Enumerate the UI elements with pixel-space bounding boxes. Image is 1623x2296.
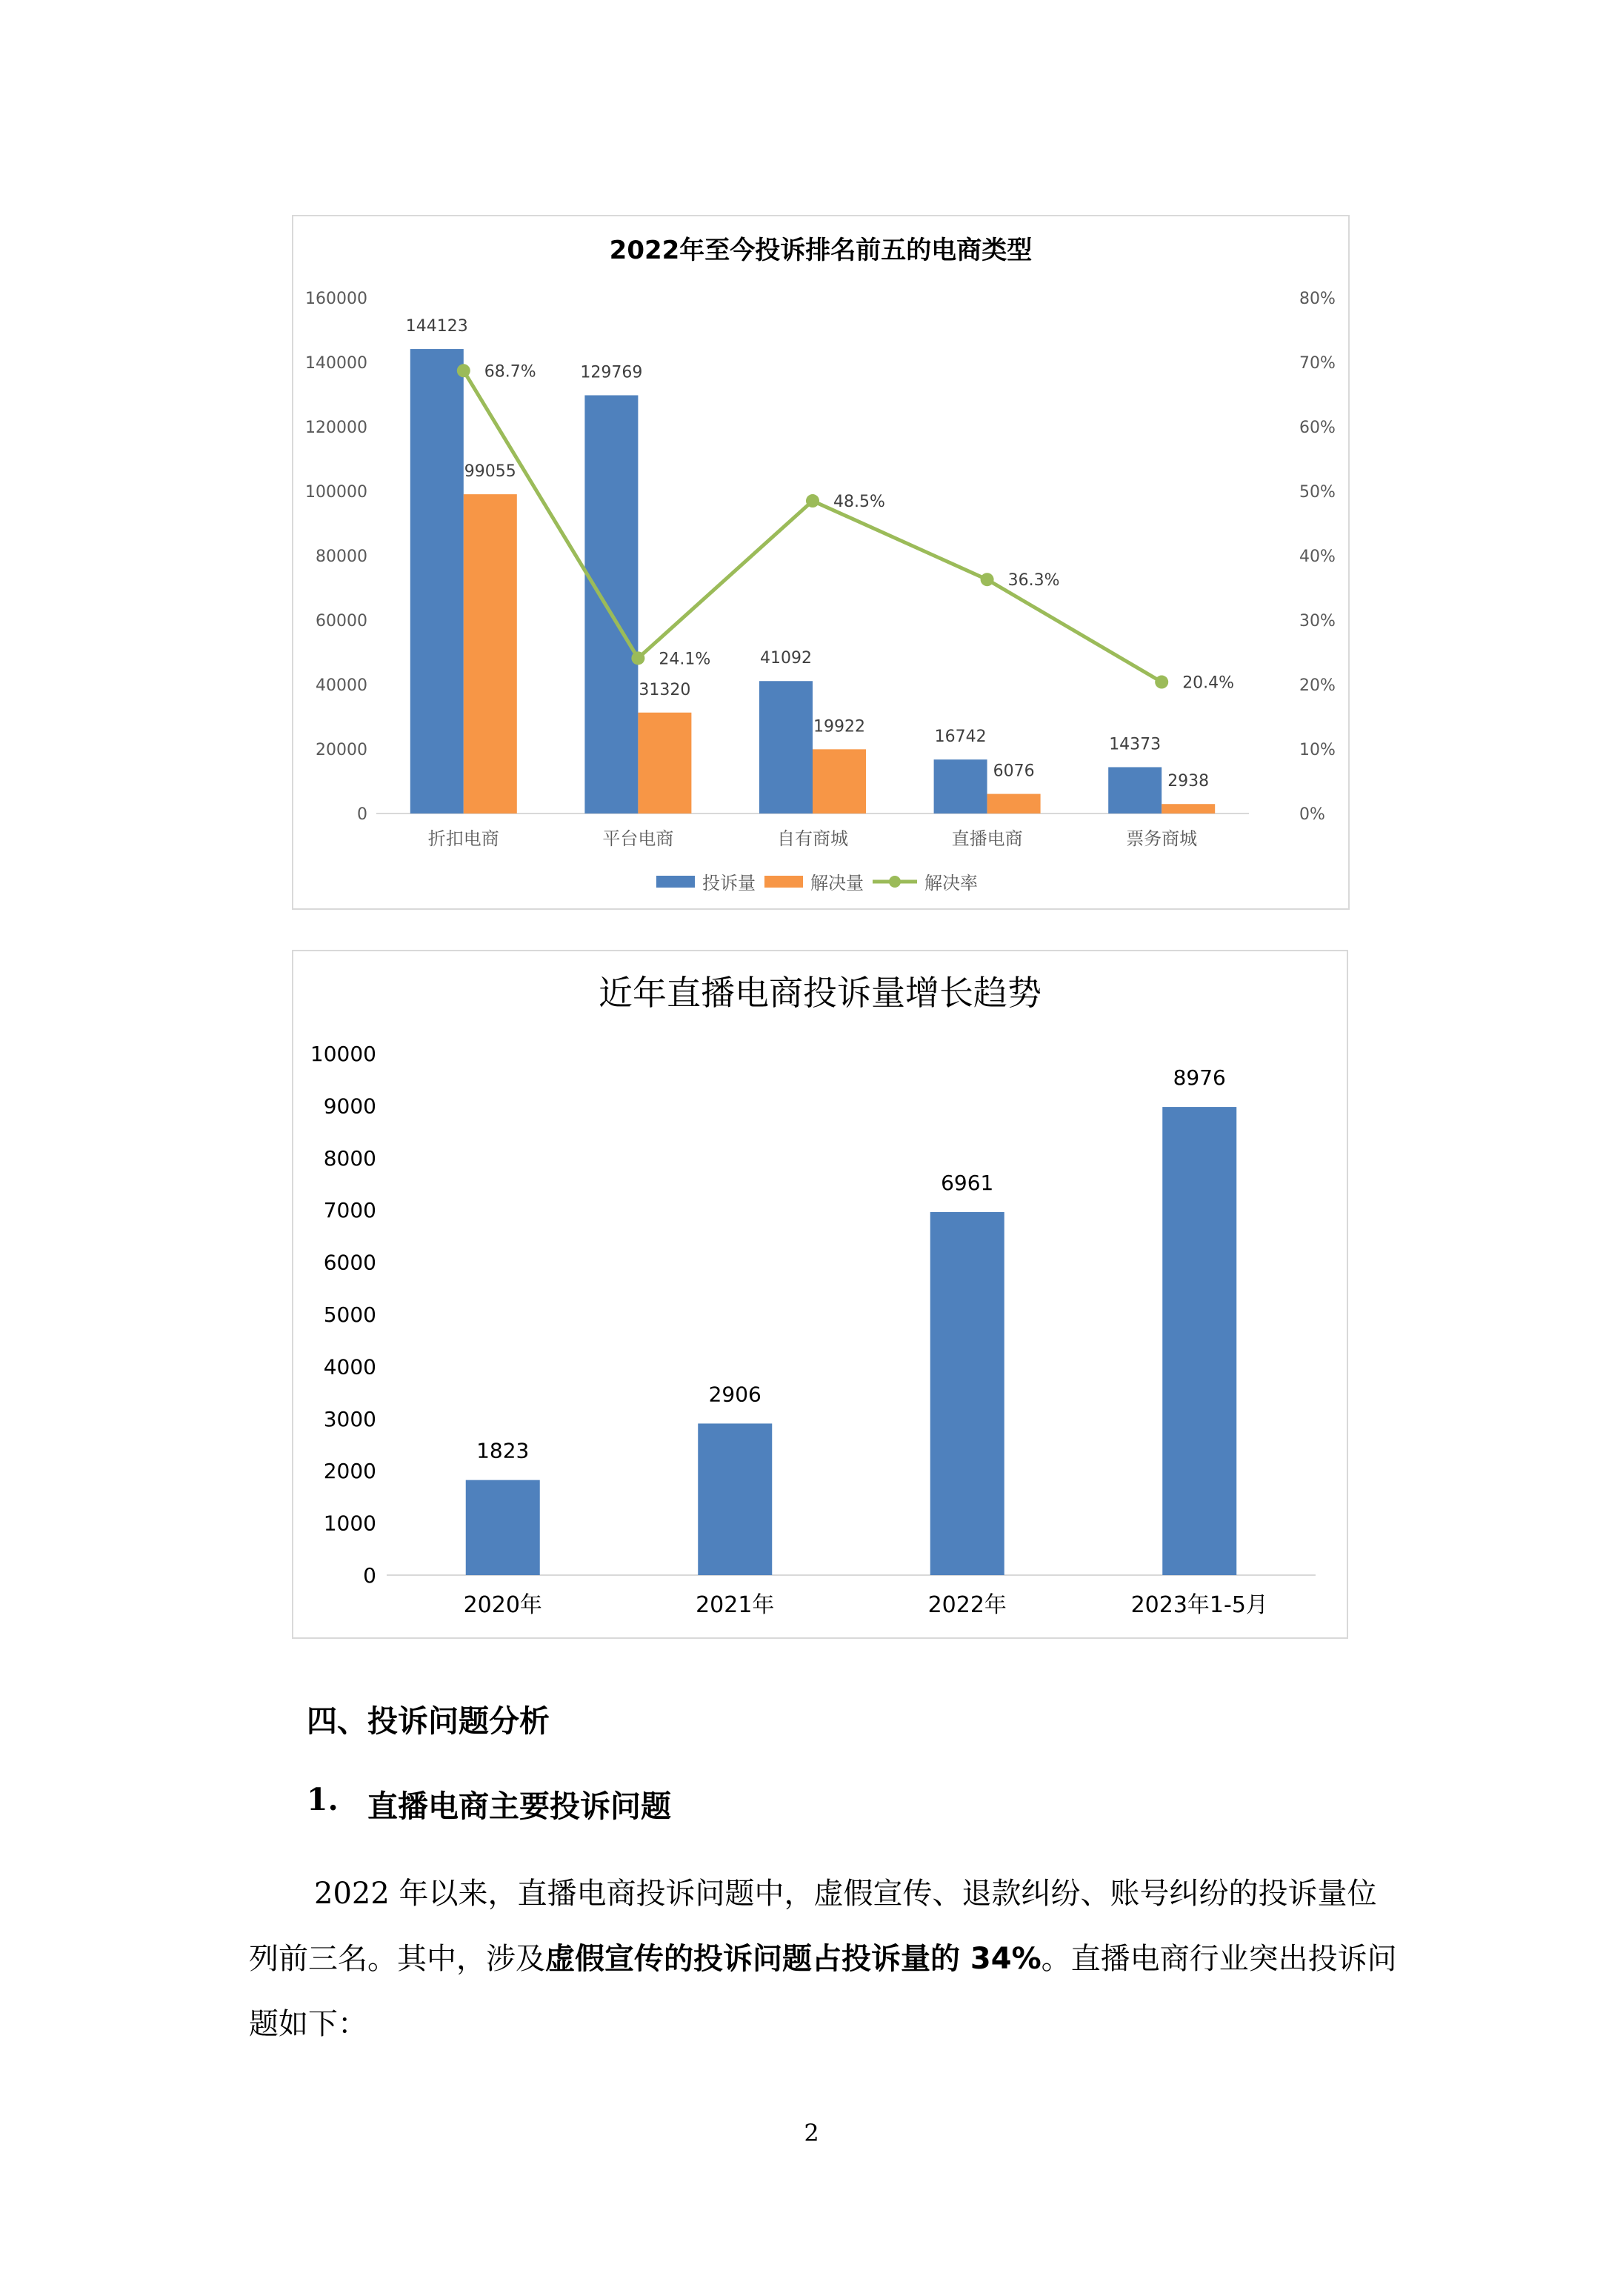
chart-complaints-top5 <box>292 215 1350 910</box>
legend-label: 投诉量 <box>702 873 756 894</box>
chart2-plot <box>293 951 1350 1640</box>
bar-value-label: 19922 <box>813 717 865 736</box>
bar-complaints <box>584 396 638 813</box>
y-right-tick-label: 10% <box>1299 741 1336 759</box>
bar-value-label: 31320 <box>639 680 691 699</box>
chart-livestream-trend <box>292 950 1348 1639</box>
y-tick-label: 5000 <box>323 1302 376 1327</box>
x-category-label: 直播电商 <box>951 828 1023 849</box>
bar-complaints <box>934 759 987 813</box>
y-left-tick-label: 60000 <box>316 612 367 630</box>
y-right-tick-label: 0% <box>1299 805 1325 824</box>
y-left-tick-label: 140000 <box>305 354 367 373</box>
legend-swatch <box>764 876 803 888</box>
y-left-tick-label: 0 <box>357 805 367 824</box>
y-right-tick-label: 80% <box>1299 290 1336 308</box>
paragraph-text-1: 2022 年以来，直播电商投诉问题中，虚假宣传、退款纠纷、账号纠纷的投诉量位列前三名。其中，涉及 <box>249 1877 1377 1976</box>
bar-complaints <box>410 349 464 813</box>
y-left-tick-label: 120000 <box>305 419 367 437</box>
paragraph-emphasis: 虚假宣传的投诉问题占投诉量的 34% <box>545 1942 1042 1976</box>
bar-value-label: 8976 <box>1173 1065 1226 1091</box>
section-title: 四、投诉问题分析 <box>307 1703 550 1739</box>
x-category-label: 2023年1-5月 <box>1130 1592 1268 1618</box>
bar-complaints <box>1108 767 1162 813</box>
y-tick-label: 1000 <box>323 1511 376 1536</box>
resolution-rate-label: 20.4% <box>1182 673 1235 693</box>
bar-complaints <box>1162 1107 1236 1575</box>
y-right-tick-label: 70% <box>1299 354 1336 373</box>
subsection-title: 直播电商主要投诉问题 <box>367 1788 671 1824</box>
y-right-tick-label: 50% <box>1299 483 1336 502</box>
y-right-tick-label: 40% <box>1299 548 1336 566</box>
y-tick-label: 7000 <box>323 1198 376 1223</box>
bar-resolved <box>638 713 691 813</box>
bar-value-label: 144123 <box>405 317 468 336</box>
bar-value-label: 41092 <box>760 649 812 668</box>
x-category-label: 2020年 <box>463 1592 542 1618</box>
bar-resolved <box>813 749 866 813</box>
page-number: 2 <box>804 2119 819 2147</box>
legend-swatch <box>656 876 695 888</box>
bar-resolved <box>1162 804 1215 813</box>
y-left-tick-label: 80000 <box>316 548 367 566</box>
bar-complaints <box>930 1212 1004 1575</box>
bar-value-label: 2906 <box>708 1382 761 1407</box>
x-category-label: 2022年 <box>927 1592 1007 1618</box>
resolution-rate-label: 24.1% <box>659 650 711 669</box>
x-category-label: 平台电商 <box>602 828 674 849</box>
bar-value-label: 2938 <box>1167 772 1210 791</box>
y-right-tick-label: 20% <box>1299 676 1336 695</box>
x-category-label: 2021年 <box>696 1592 775 1618</box>
resolution-rate-label: 68.7% <box>484 362 536 382</box>
bar-complaints <box>698 1423 772 1575</box>
resolution-rate-point <box>981 573 994 586</box>
y-left-tick-label: 40000 <box>316 676 367 695</box>
bar-complaints <box>759 681 813 813</box>
y-right-tick-label: 30% <box>1299 612 1336 630</box>
bar-resolved <box>987 794 1041 813</box>
resolution-rate-point <box>457 364 470 377</box>
chart1-title: 2022年至今投诉排名前五的电商类型 <box>609 236 1033 265</box>
bar-complaints <box>466 1480 540 1575</box>
y-tick-label: 4000 <box>323 1354 376 1380</box>
bar-value-label: 6076 <box>993 762 1035 781</box>
resolution-rate-label: 36.3% <box>1007 571 1060 590</box>
y-tick-label: 2000 <box>323 1459 376 1484</box>
chart1-plot <box>293 216 1351 911</box>
y-tick-label: 8000 <box>323 1145 376 1171</box>
x-category-label: 票务商城 <box>1126 828 1198 849</box>
y-right-tick-label: 60% <box>1299 419 1336 437</box>
legend-label: 解决率 <box>924 873 978 894</box>
bar-value-label: 99055 <box>464 462 516 482</box>
resolution-rate-point <box>806 494 819 508</box>
body-paragraph <box>249 1861 1397 2057</box>
y-tick-label: 9000 <box>323 1094 376 1119</box>
resolution-rate-point <box>1155 676 1168 689</box>
y-left-tick-label: 100000 <box>305 483 367 502</box>
bar-value-label: 14373 <box>1109 735 1162 754</box>
bar-value-label: 1823 <box>476 1438 530 1463</box>
y-tick-label: 6000 <box>323 1250 376 1275</box>
y-left-tick-label: 20000 <box>316 741 367 759</box>
paragraph-text-2: 。直播电商行业突出投诉问题如下： <box>249 1942 1397 2041</box>
x-category-label: 折扣电商 <box>427 828 499 849</box>
y-tick-label: 10000 <box>310 1042 376 1066</box>
y-tick-label: 3000 <box>323 1406 376 1431</box>
subsection-number: 1. <box>307 1782 339 1817</box>
resolution-rate-line <box>464 370 1162 682</box>
bar-resolved <box>464 494 517 813</box>
legend-swatch-point <box>889 876 901 888</box>
bar-value-label: 129769 <box>580 363 643 382</box>
resolution-rate-point <box>631 651 644 665</box>
bar-value-label: 6961 <box>941 1170 994 1195</box>
legend-label: 解决量 <box>810 873 864 894</box>
y-left-tick-label: 160000 <box>305 290 367 308</box>
y-tick-label: 0 <box>363 1563 376 1588</box>
resolution-rate-label: 48.5% <box>833 493 885 512</box>
x-category-label: 自有商城 <box>777 828 848 849</box>
bar-value-label: 16742 <box>934 728 987 747</box>
chart2-title: 近年直播电商投诉量增长趋势 <box>599 973 1042 1013</box>
